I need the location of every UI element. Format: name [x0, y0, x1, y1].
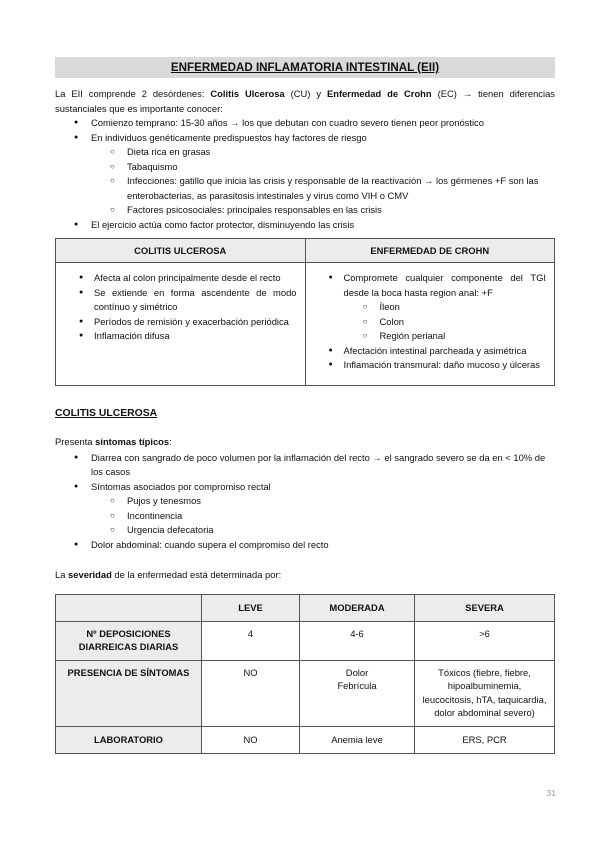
sev-header-severa: SEVERA — [415, 594, 555, 621]
ec-list — [312, 271, 547, 373]
cu-item: ● Períodos de remisión y exacerbación periódica — [62, 315, 297, 330]
ec-item-text: Compromete cualquier componente del TGI desde la boca hasta region anal: +F — [343, 272, 546, 298]
page-title: ENFERMEDAD INFLAMATORIA INTESTINAL (EII) — [55, 57, 555, 78]
cu-cell — [56, 263, 306, 386]
rectal-symptom-item: ○ Pujos y tenesmos — [55, 494, 555, 509]
rectal-symptoms-list — [91, 494, 555, 538]
symptom-item — [55, 480, 555, 538]
cell-severa: >6 — [415, 621, 555, 660]
sev-header-empty — [56, 594, 202, 621]
ec-item — [312, 271, 547, 344]
table-row — [56, 660, 555, 726]
cell-moderada: Dolor Febrícula — [300, 660, 415, 726]
cell-moderada: Anemia leve — [300, 726, 415, 753]
risk-factor-list — [91, 145, 555, 218]
term-ec: Enfermedad de Crohn — [326, 88, 432, 99]
page-number: 31 — [546, 788, 556, 798]
cu-item: ● Inflamación difusa — [62, 329, 297, 344]
risk-factor-item: ○ Factores psicosociales: principales responsables en las crisis — [55, 203, 555, 218]
cu-item: ● Se extiende en forma ascendente de modo contínuo y simétrico — [62, 286, 297, 315]
intro-text: (EC) → tienen diferencias sustanciales que es importante conocer: — [55, 88, 555, 114]
sev-header-leve: LEVE — [202, 594, 300, 621]
intro-text: La EII comprende 2 desórdenes: — [55, 88, 211, 99]
cell-leve: NO — [202, 726, 300, 753]
intro-paragraph — [55, 87, 555, 116]
lead-text: de la enfermedad está determinada por: — [111, 569, 282, 580]
ec-sublist — [344, 300, 547, 344]
section-heading: COLITIS ULCEROSA — [55, 408, 158, 419]
row-label: LABORATORIO — [56, 726, 202, 753]
row-label: Nº DEPOSICIONES DIARREICAS DIARIAS — [56, 621, 202, 660]
symptom-text: Síntomas asociados por compromiso rectal — [91, 480, 271, 492]
row-label: PRESENCIA DE SÍNTOMAS — [56, 660, 202, 726]
sev-header-moderada: MODERADA — [300, 594, 415, 621]
risk-factor-item: ○ Dieta rica en grasas — [55, 145, 555, 160]
cell-leve: NO — [202, 660, 300, 726]
risk-factor-item: ○ Infecciones: gatillo que inicia las crisis y responsable de la reactivación → los gérmenes +F son las enterobacterias, as parasitosis intestinales y virus como VIH o CMV — [55, 174, 555, 203]
cell-severa: Tóxicos (fiebre, fiebre, hipoalbuminemia, leucocitosis, hTA, taquicardia, dolor abdominal severo) — [415, 660, 555, 726]
cu-list — [62, 271, 297, 344]
cell-moderada: 4-6 — [300, 621, 415, 660]
symptoms-list — [55, 451, 555, 553]
ec-item: ● Inflamación transmural: daño mucoso y úlceras — [312, 358, 547, 373]
ec-cell — [305, 263, 555, 386]
list-item — [55, 131, 555, 218]
cu-item: ● Afecta al colon principalmente desde el recto — [62, 271, 297, 286]
list-item-text: En individuos genéticamente predispuestos hay factores de riesgo — [91, 131, 367, 143]
ec-item: ● Afectación intestinal parcheada y asimétrica — [312, 344, 547, 359]
severity-lead — [55, 568, 555, 583]
symptom-item: ● Dolor abdominal: cuando supera el compromiso del recto — [55, 538, 555, 553]
comparison-table — [55, 238, 555, 386]
term-cu: Colitis Ulcerosa — [210, 88, 285, 99]
table-row — [56, 621, 555, 660]
rectal-symptom-item: ○ Urgencia defecatoria — [55, 523, 555, 538]
cell-leve: 4 — [202, 621, 300, 660]
col-header-ec: ENFERMEDAD DE CROHN — [305, 239, 555, 263]
lead-text: : — [169, 436, 172, 447]
ec-subitem: ○ Íleon — [308, 300, 547, 315]
lead-text: La — [55, 569, 69, 580]
cell-severa: ERS, PCR — [415, 726, 555, 753]
intro-list — [55, 116, 555, 232]
rectal-symptom-item: ○ Incontinencia — [55, 509, 555, 524]
ec-subitem: ○ Región perianal — [308, 329, 547, 344]
lead-text: Presenta — [55, 436, 96, 447]
list-item: ● Comienzo temprano: 15-30 años → los que debutan con cuadro severo tienen peor pronóstico — [55, 116, 555, 131]
ec-subitem: ○ Colon — [308, 315, 547, 330]
risk-factor-item: ○ Tabaquismo — [55, 160, 555, 175]
intro-text: (CU) y — [284, 88, 327, 99]
lead-emphasis: severidad — [68, 569, 112, 580]
severity-table — [55, 594, 555, 754]
col-header-cu: COLITIS ULCEROSA — [56, 239, 306, 263]
table-row — [56, 726, 555, 753]
page — [55, 57, 555, 754]
symptoms-lead — [55, 435, 555, 450]
list-item: ● El ejercicio actúa como factor protector, disminuyendo las crisis — [55, 218, 555, 233]
lead-emphasis: síntomas típicos — [95, 436, 170, 447]
symptom-item: ● Diarrea con sangrado de poco volumen por la inflamación del recto → el sangrado severo se da en < 10% de los casos — [55, 451, 555, 480]
